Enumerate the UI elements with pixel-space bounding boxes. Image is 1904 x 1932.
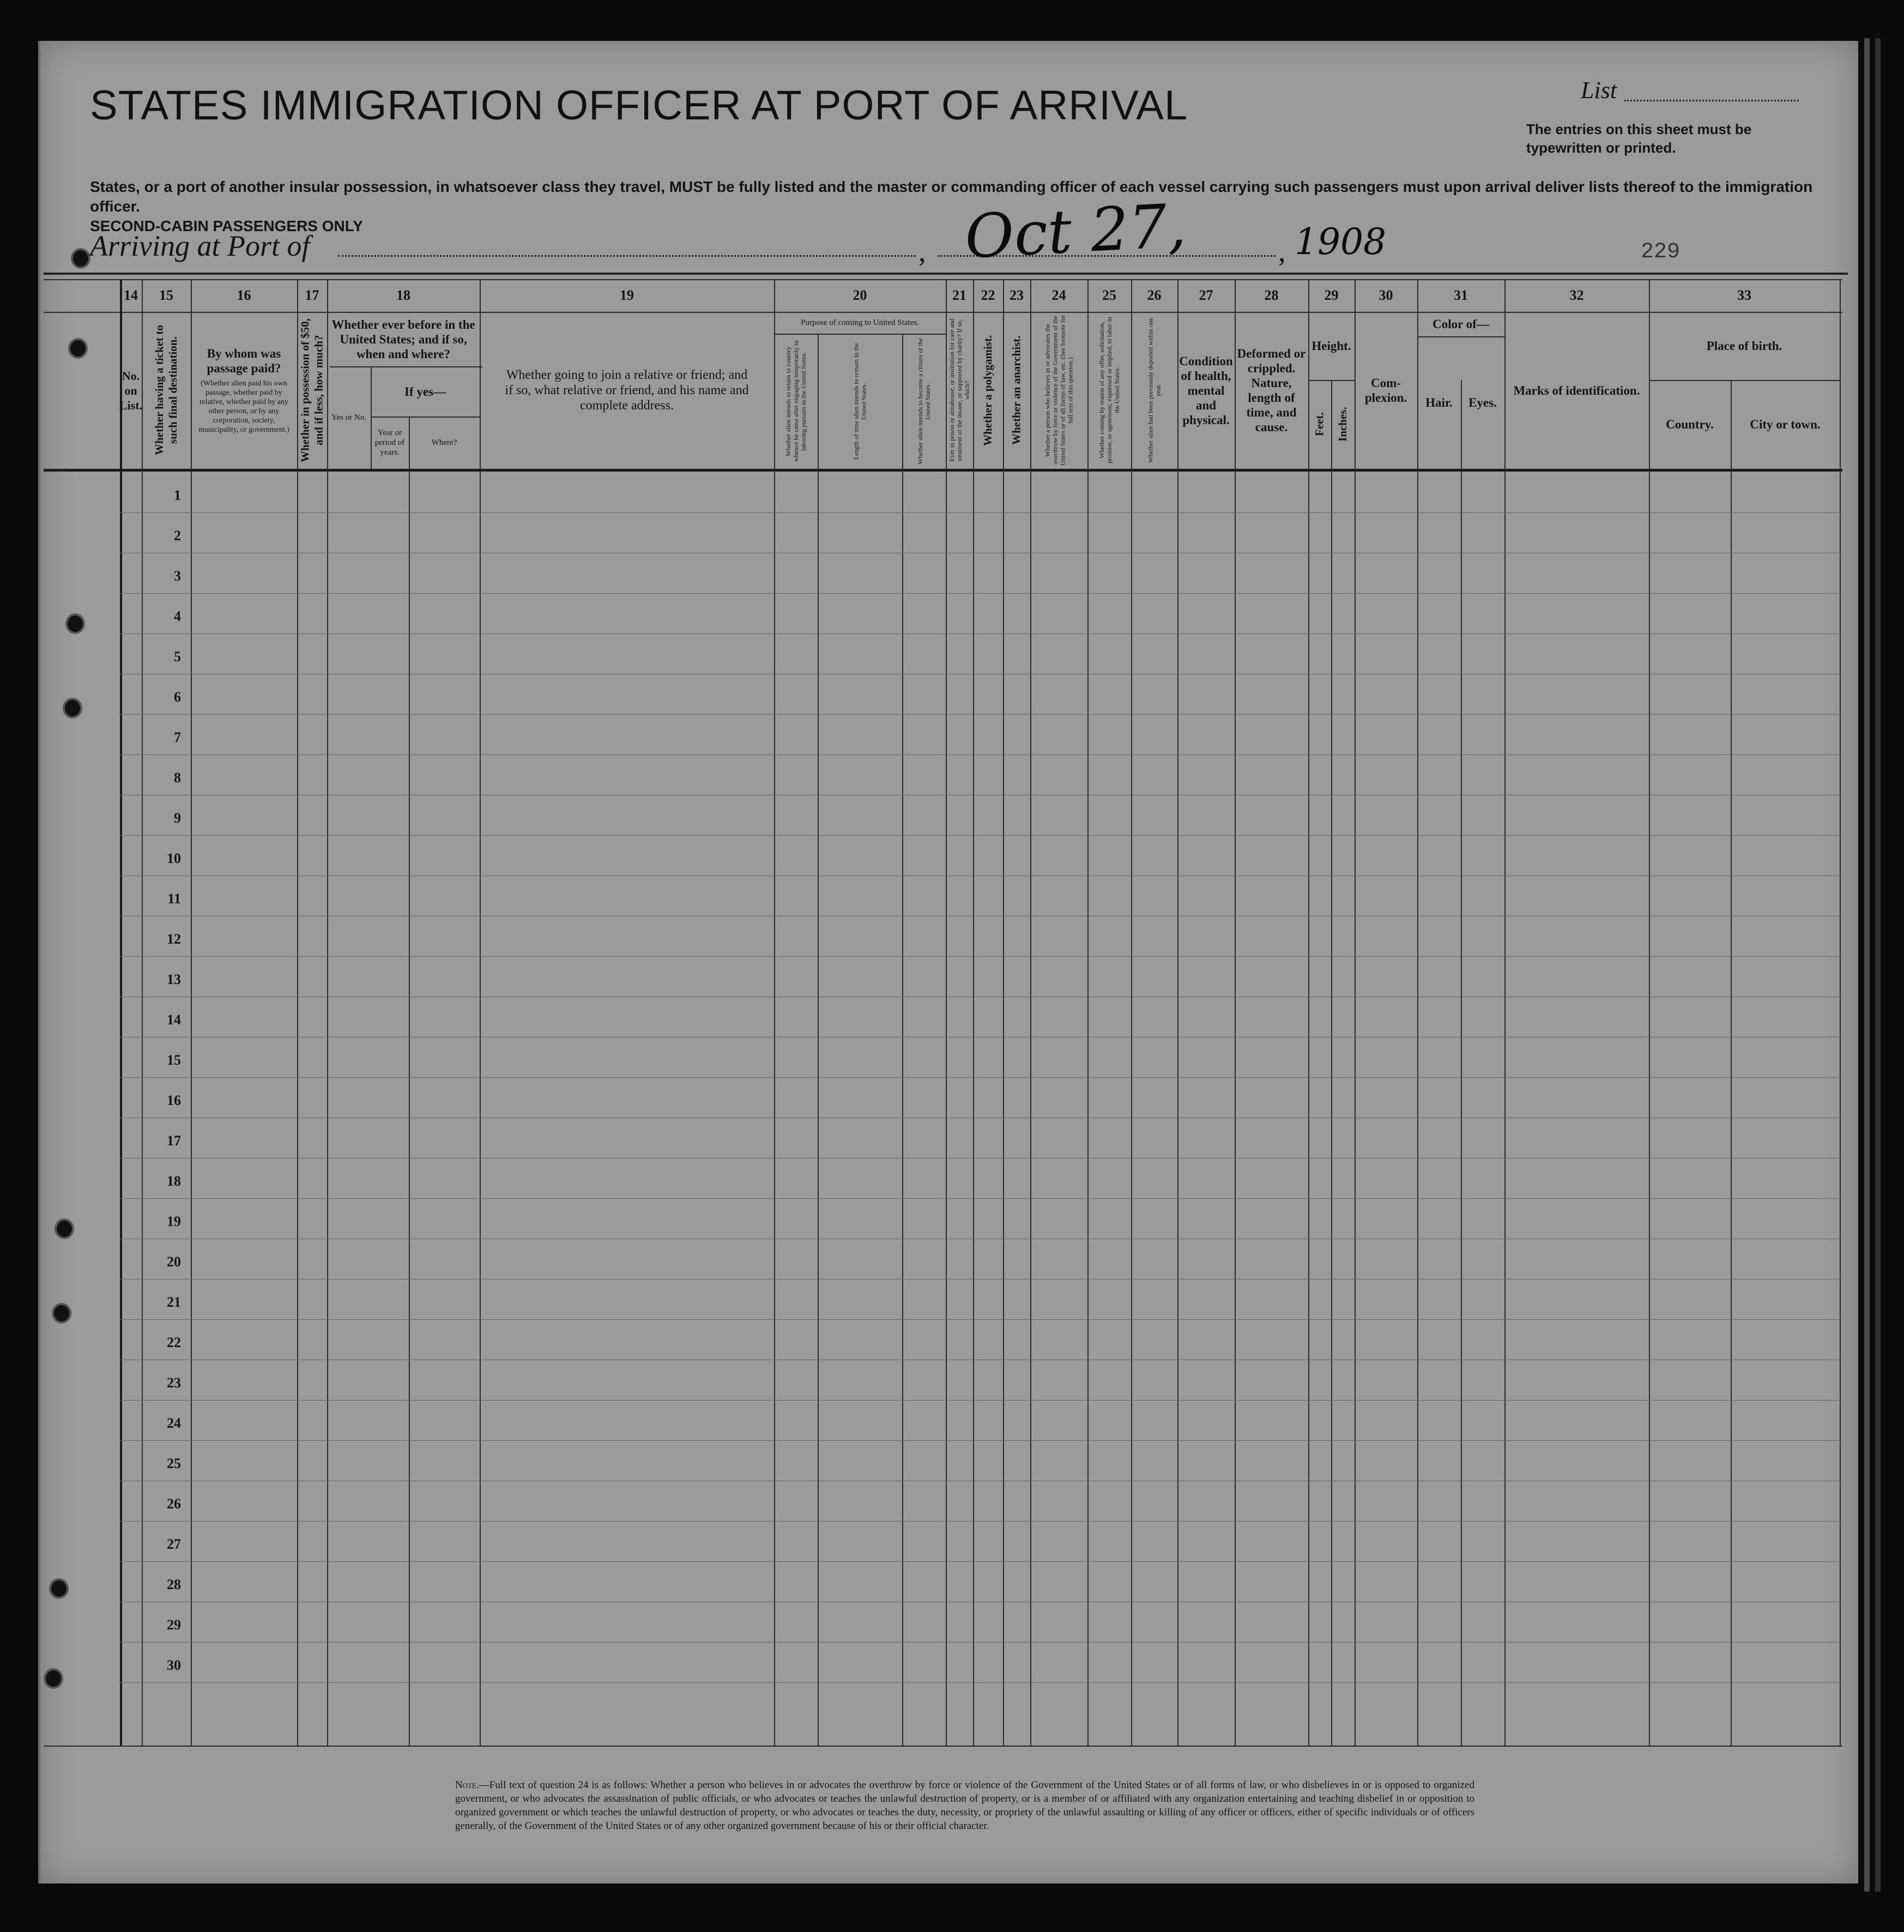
row-number: 22 <box>167 1335 181 1350</box>
row-line <box>120 1642 1842 1643</box>
grid-line <box>1840 279 1841 1746</box>
row-line <box>120 512 1842 513</box>
row-number: 11 <box>167 891 181 907</box>
header-purpose: Purpose of coming to United States. <box>801 318 919 327</box>
handwritten-year: 1908 <box>1295 221 1386 263</box>
column-number: 33 <box>1737 287 1751 303</box>
row-number: 26 <box>167 1496 181 1512</box>
row-line <box>120 1561 1842 1562</box>
column-number: 32 <box>1569 287 1584 303</box>
footnote <box>455 1778 1474 1833</box>
header-place-of-birth: Place of birth. <box>1706 339 1782 353</box>
grid-line <box>946 279 947 1746</box>
column-number: 24 <box>1051 287 1066 303</box>
row-number: 1 <box>174 487 181 503</box>
row-number: 7 <box>174 729 181 745</box>
header-prison: Ever in prison or almshouse, or institution for care and treatment of the insane, or supported by charity? If so, which? <box>948 318 971 462</box>
grid-line <box>1331 380 1332 1746</box>
stamp-number: 229 <box>1641 240 1681 264</box>
column-number: 19 <box>620 287 634 303</box>
row-number: 17 <box>167 1133 181 1149</box>
header-polygamist: Whether a polygamist. <box>981 335 994 446</box>
header-possession-50: Whether in possession of $50, and if less, how much? <box>298 318 325 462</box>
row-number: 24 <box>167 1415 181 1431</box>
header-passage-label: By whom was passage paid? <box>207 347 281 375</box>
header-city: City or town. <box>1750 418 1821 431</box>
grid-line <box>480 279 481 1746</box>
row-line <box>120 1521 1842 1522</box>
row-line <box>120 835 1842 836</box>
column-number: 27 <box>1199 287 1213 303</box>
grid-line <box>297 279 298 1746</box>
header-height: Height. <box>1311 339 1351 353</box>
form-title: STATES IMMIGRATION OFFICER AT PORT OF ARRIVAL <box>90 82 1188 129</box>
grid-line <box>1003 279 1004 1746</box>
row-number: 30 <box>167 1657 181 1673</box>
row-line <box>120 593 1842 594</box>
row-line <box>120 714 1842 715</box>
header-join-relative: Whether going to join a relative or friend; and if so, what relative or friend, and his name and complete address. <box>505 368 749 413</box>
grid-line <box>1030 279 1031 1746</box>
column-number: 29 <box>1324 287 1339 303</box>
row-number: 12 <box>167 931 181 947</box>
column-number: 25 <box>1102 287 1116 303</box>
column-number: 26 <box>1147 287 1162 303</box>
column-number: 23 <box>1010 287 1024 303</box>
grid-line <box>774 279 775 1746</box>
column-number: 22 <box>981 287 995 303</box>
header-country: Country. <box>1666 418 1714 431</box>
row-line <box>120 754 1842 755</box>
header-anarchist: Whether an anarchist. <box>1010 335 1023 445</box>
top-rule <box>44 273 1848 275</box>
header-health: Condition of health, mental and physical. <box>1179 354 1233 427</box>
row-line <box>120 633 1842 634</box>
row-number: 20 <box>167 1254 181 1270</box>
grid-line <box>409 416 410 1746</box>
row-line <box>120 1077 1842 1078</box>
row-number: 21 <box>167 1294 181 1310</box>
list-number-line <box>1624 100 1799 101</box>
column-number: 17 <box>305 287 319 303</box>
row-number: 14 <box>167 1012 181 1028</box>
row-number: 5 <box>174 649 181 665</box>
footnote-lead: Note. <box>455 1779 479 1791</box>
grid-line <box>1417 279 1418 1746</box>
column-number: 30 <box>1379 287 1393 303</box>
header-ticket: Whether having a ticket to such final destination. <box>153 325 179 456</box>
header-purpose-citizen: Whether alien intends to become a citizen of the United States. <box>916 338 932 464</box>
header-hair: Hair. <box>1425 396 1453 409</box>
row-number: 23 <box>167 1375 181 1391</box>
grid-line <box>1131 279 1132 1746</box>
header-passage-note: (Whether alien paid his own passage, whether paid by relative, whether paid by any other person, or by any corporation, society, municipality, or government.) <box>198 379 290 434</box>
header-where: Where? <box>431 438 457 447</box>
row-number: 6 <box>174 689 181 705</box>
arriving-label: Arriving at Port of <box>90 230 310 262</box>
row-number: 25 <box>167 1456 181 1471</box>
grid-line <box>1177 279 1178 1746</box>
header-color-of: Color of— <box>1432 317 1489 331</box>
manifest-table <box>44 279 1842 1746</box>
header-if-yes: If yes— <box>404 384 446 399</box>
row-number: 2 <box>174 528 181 544</box>
header-purpose-length: Length of time alien intends to remain in the United States. <box>852 343 868 460</box>
list-label: List <box>1581 77 1617 104</box>
row-number: 29 <box>167 1617 181 1633</box>
grid-line <box>44 1746 1842 1747</box>
grid-line <box>191 279 192 1746</box>
separator-comma: , <box>918 235 926 268</box>
row-line <box>120 1319 1842 1320</box>
grid-line <box>327 279 328 1746</box>
port-line <box>338 255 916 257</box>
row-number: 18 <box>167 1173 181 1189</box>
row-number: 10 <box>167 850 181 866</box>
grid-line <box>1087 279 1089 1746</box>
handwritten-date: Oct 27, <box>963 190 1188 272</box>
grid-line <box>1461 380 1462 1746</box>
page-edge <box>1864 38 1870 1892</box>
row-line <box>120 956 1842 957</box>
instructions-text: States, or a port of another insular possession, in whatsoever class they travel, MUST be fully listed and the master or commanding officer of each vessel carrying such passengers must upon arrival deliver lists thereof to the immigration officer. <box>90 178 1813 215</box>
row-number: 19 <box>167 1213 181 1229</box>
header-eyes: Eyes. <box>1468 396 1497 409</box>
header-purpose-return: Whether alien intends to return to country whence he came after engaging temporarily in laboring pursuits in the United States. <box>784 340 807 462</box>
class-line: SECOND-CABIN PASSENGERS ONLY <box>90 218 363 234</box>
header-complexion: Com-plexion. <box>1364 376 1407 404</box>
binder-hole <box>71 248 90 269</box>
header-marks: Marks of identification. <box>1513 383 1640 397</box>
grid-line <box>1649 279 1650 1746</box>
header-deported: Whether alien had been previously deported within one year. <box>1146 317 1162 463</box>
grid-line <box>1308 279 1309 1746</box>
header-labor-offer: Whether coming by reason of any offer, solicitation, promise, or agreement, expressed or implied, to labor in the United States. <box>1098 317 1121 464</box>
grid-line <box>1355 279 1356 1746</box>
row-number: 16 <box>167 1092 181 1108</box>
header-ever-before: Whether ever before in the United States; and if so, when and where? <box>331 317 475 361</box>
grid-line <box>1504 279 1506 1746</box>
page-edge <box>1875 38 1881 1892</box>
column-number: 28 <box>1264 287 1279 303</box>
grid-line <box>1731 380 1732 1746</box>
column-number: 18 <box>396 287 410 303</box>
grid-line <box>1235 279 1236 1746</box>
row-number: 3 <box>174 568 181 584</box>
row-line <box>120 1682 1842 1683</box>
row-line <box>120 1440 1842 1441</box>
column-number: 21 <box>952 287 966 303</box>
row-number: 13 <box>167 971 181 987</box>
separator-comma: , <box>1278 235 1286 268</box>
grid-line <box>818 334 819 1746</box>
column-number: 15 <box>159 287 173 303</box>
column-number: 20 <box>853 287 867 303</box>
column-number: 31 <box>1454 287 1468 303</box>
header-passage-paid <box>191 312 297 469</box>
row-number: 28 <box>167 1577 181 1592</box>
row-number: 9 <box>174 810 181 826</box>
header-bottom-rule <box>44 469 1842 472</box>
grid-line <box>973 279 974 1746</box>
row-number: 8 <box>174 770 181 786</box>
header-inches: Inches. <box>1336 407 1349 442</box>
header-no-on-list: No. on List. <box>119 369 143 412</box>
typewritten-notice: The entries on this sheet must be typewritten or printed. <box>1526 121 1752 156</box>
header-feet: Feet. <box>1313 412 1326 437</box>
row-number: 27 <box>167 1536 181 1552</box>
row-number: 4 <box>174 608 181 624</box>
header-yes-no: Yes or No. <box>331 413 366 422</box>
column-number: 14 <box>124 287 138 303</box>
header-deformed: Deformed or crippled. Nature, length of time, and cause. <box>1237 347 1306 434</box>
header-year: Year or period of years. <box>374 428 405 457</box>
grid-line <box>902 334 903 1746</box>
row-number: 15 <box>167 1052 181 1068</box>
row-line <box>120 1198 1842 1199</box>
header-overthrow: Whether a person who believes in or advocates the overthrow by force or violence of the Government of the United States or of all forms of law, etc. (See footnote for full text of this question.) <box>1043 315 1074 466</box>
footnote-text: —Full text of question 24 is as follows: Whether a person who believes in or advocates the overthrow by force or violence of the Government of the United States or of all forms of law, or who disbelieves in or is opposed to organized government, or who advocates the assassination of public officials, or who advocates or teaches the unlawful destruction of property, or is a member of or affiliated with any organization entertaining and teaching disbelief in or opposition to organized government or which teaches the unlawful destruction of property, or who advocates or teaches the duty, necessity, or propriety of the unlawful assaulting or killing of any officer or officers, either of specific individuals or of officers generally, of the Government of the United States or of any other organized government because of his or their official character. <box>455 1779 1474 1832</box>
column-number: 16 <box>237 287 251 303</box>
